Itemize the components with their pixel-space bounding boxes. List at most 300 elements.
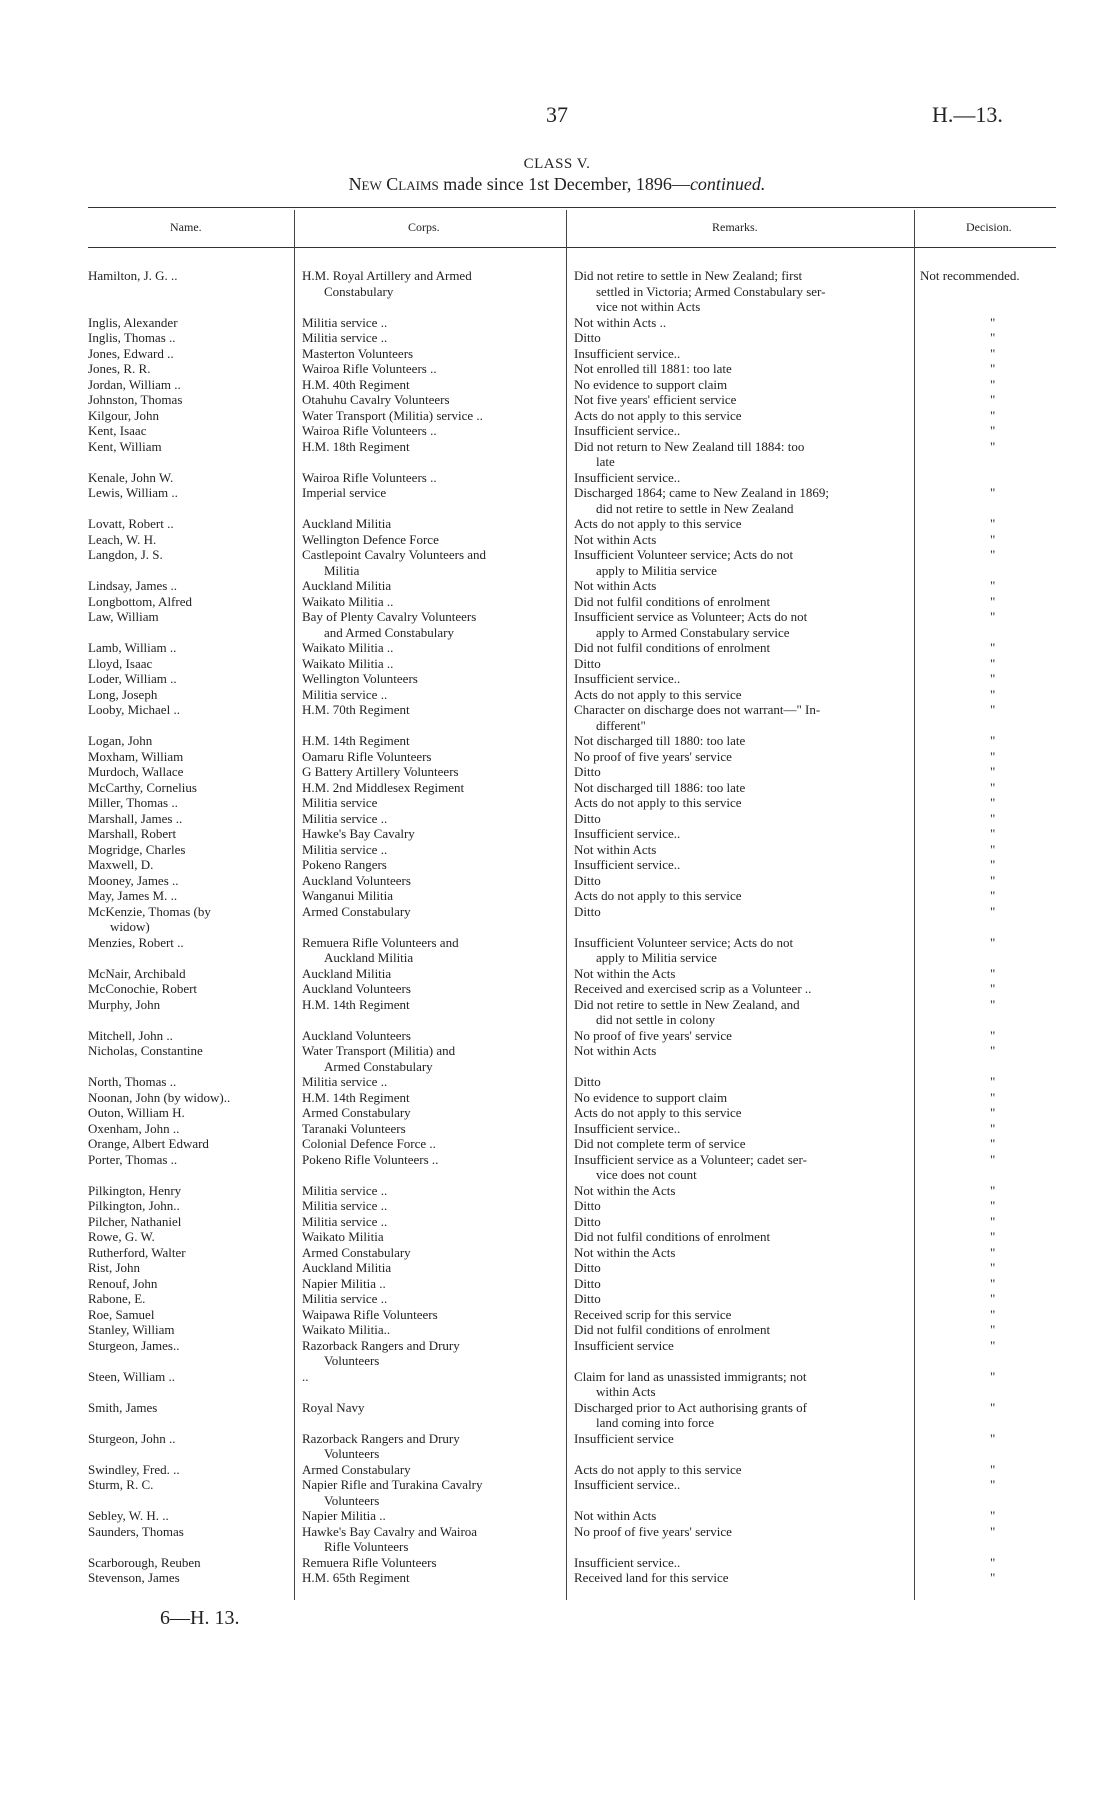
- corps-line: Militia service ..: [302, 810, 388, 826]
- remarks-line: No proof of five years' service: [574, 1027, 732, 1043]
- corps-line: Militia service ..: [302, 1213, 388, 1229]
- remarks-cell: [574, 330, 914, 346]
- decision-cell: [920, 1276, 1060, 1292]
- decision-cell: [920, 702, 1060, 718]
- remarks-line: apply to Militia service: [596, 950, 717, 965]
- corps-line: Colonial Defence Force ..: [302, 1136, 436, 1151]
- remarks-line: apply to Militia service: [596, 562, 717, 578]
- remarks-cell: [574, 1524, 914, 1540]
- decision-text: ": [990, 1430, 996, 1446]
- corps-line: Hawke's Bay Cavalry and Wairoa: [302, 1523, 478, 1539]
- decision-cell: [920, 578, 1060, 594]
- table-row: [0, 532, 1114, 548]
- name-cell: [88, 268, 288, 284]
- name-cell: [88, 1121, 288, 1137]
- name-line: Sturgeon, James..: [88, 1337, 180, 1353]
- corps-line: H.M. 14th Regiment: [302, 1089, 410, 1105]
- decision-text: ": [990, 1275, 996, 1291]
- name-cell: [88, 1245, 288, 1261]
- remarks-line: Ditto: [574, 1275, 601, 1291]
- remarks-cell: [574, 1090, 914, 1106]
- corps-line: Auckland Militia: [324, 950, 414, 965]
- class-heading: CLASS V.: [523, 156, 591, 172]
- remarks-cell: [574, 1431, 914, 1447]
- corps-cell: [302, 1121, 560, 1137]
- corps-line: Water Transport (Militia) service ..: [302, 407, 483, 423]
- name-cell: [88, 795, 288, 811]
- table-row: [0, 1369, 1114, 1400]
- corps-line: Waikato Militia ..: [302, 655, 394, 671]
- corps-cell: [302, 408, 560, 424]
- decision-text: ": [990, 872, 996, 888]
- corps-line: Imperial service: [302, 485, 387, 500]
- decision-text: ": [990, 1399, 996, 1415]
- table-row: [0, 470, 1114, 486]
- decision-text: ": [990, 1074, 996, 1089]
- corps-cell: [302, 578, 560, 594]
- decision-text: ": [990, 1244, 996, 1260]
- name-cell: [88, 485, 288, 501]
- remarks-line: Ditto: [574, 655, 601, 671]
- table-row: [0, 547, 1114, 578]
- remarks-line: Not discharged till 1886: too late: [574, 779, 746, 795]
- remarks-line: Insufficient service..: [574, 671, 681, 686]
- corps-cell: [302, 640, 560, 656]
- decision-cell: [920, 330, 1060, 346]
- name-line: Loder, William ..: [88, 671, 177, 686]
- corps-line: Waikato Militia ..: [302, 640, 394, 655]
- corps-line: Militia: [324, 562, 360, 578]
- column-header-name: Name.: [170, 220, 202, 234]
- corps-line: Constabulary: [324, 283, 394, 299]
- name-cell: [88, 1198, 288, 1214]
- remarks-cell: [574, 1322, 914, 1338]
- remarks-cell: [574, 671, 914, 687]
- decision-text: ": [990, 1508, 996, 1523]
- name-line: Lovatt, Robert ..: [88, 516, 174, 531]
- corps-cell: [302, 1245, 560, 1261]
- corps-line: Armed Constabulary: [302, 903, 411, 919]
- name-cell: [88, 609, 288, 625]
- name-cell: [88, 1555, 288, 1571]
- decision-cell: [920, 439, 1060, 455]
- decision-text: ": [990, 640, 996, 655]
- name-cell: [88, 1136, 288, 1152]
- decision-text: ": [990, 1043, 996, 1058]
- remarks-cell: [574, 1183, 914, 1199]
- name-cell: [88, 904, 288, 935]
- corps-line: Wairoa Rifle Volunteers ..: [302, 361, 437, 376]
- remarks-cell: [574, 408, 914, 424]
- table-row: [0, 1074, 1114, 1090]
- name-cell: [88, 1307, 288, 1323]
- table-row: [0, 439, 1114, 470]
- decision-cell: [920, 1090, 1060, 1106]
- remarks-line: Discharged 1864; came to New Zealand in 1869;: [574, 485, 829, 500]
- corps-cell: [302, 888, 560, 904]
- corps-cell: [302, 842, 560, 858]
- remarks-cell: [574, 1074, 914, 1090]
- decision-text: ": [990, 686, 996, 702]
- remarks-cell: [574, 516, 914, 532]
- remarks-line: Not within Acts ..: [574, 314, 667, 330]
- name-cell: [88, 656, 288, 672]
- decision-text: ": [990, 1182, 996, 1198]
- table-row: [0, 423, 1114, 439]
- corps-line: Wellington Defence Force: [302, 531, 439, 547]
- remarks-cell: [574, 1136, 914, 1152]
- remarks-cell: [574, 966, 914, 982]
- name-cell: [88, 1229, 288, 1245]
- remarks-line: within Acts: [596, 1384, 656, 1399]
- name-cell: [88, 1508, 288, 1524]
- decision-cell: [920, 1074, 1060, 1090]
- remarks-cell: [574, 1307, 914, 1323]
- corps-cell: [302, 1260, 560, 1276]
- corps-cell: [302, 826, 560, 842]
- table-row: [0, 842, 1114, 858]
- name-cell: [88, 1462, 288, 1478]
- remarks-line: Insufficient service..: [574, 826, 681, 841]
- name-cell: [88, 1477, 288, 1493]
- decision-cell: [920, 997, 1060, 1013]
- corps-cell: [302, 873, 560, 889]
- name-line: Sebley, W. H. ..: [88, 1508, 169, 1523]
- remarks-line: did not settle in colony: [596, 1012, 716, 1027]
- name-cell: [88, 1214, 288, 1230]
- corps-cell: [302, 532, 560, 548]
- decision-text: ": [990, 593, 996, 609]
- table-row: [0, 997, 1114, 1028]
- table-row: [0, 733, 1114, 749]
- table-row: [0, 516, 1114, 532]
- remarks-line: Ditto: [574, 1074, 601, 1089]
- decision-cell: [920, 1462, 1060, 1478]
- remarks-line: Acts do not apply to this service: [574, 686, 742, 702]
- name-line: Jones, R. R.: [88, 361, 151, 376]
- decision-text: ": [990, 857, 996, 872]
- remarks-line: Insufficient service..: [574, 469, 681, 485]
- corps-cell: [302, 485, 560, 501]
- name-line: Saunders, Thomas: [88, 1523, 184, 1539]
- name-cell: [88, 749, 288, 765]
- name-line: Murphy, John: [88, 996, 161, 1012]
- table-row: [0, 485, 1114, 516]
- remarks-cell: [574, 1291, 914, 1307]
- remarks-line: No proof of five years' service: [574, 1523, 732, 1539]
- remarks-line: Insufficient Volunteer service; Acts do not: [574, 547, 794, 562]
- remarks-line: Insufficient service..: [574, 1120, 681, 1136]
- remarks-line: did not retire to settle in New Zealand: [596, 500, 794, 516]
- name-cell: [88, 966, 288, 982]
- decision-cell: [920, 1105, 1060, 1121]
- name-line: Swindley, Fred. ..: [88, 1461, 180, 1477]
- corps-cell: [302, 1105, 560, 1121]
- corps-line: Armed Constabulary: [324, 1058, 433, 1074]
- name-line: Miller, Thomas ..: [88, 795, 178, 810]
- name-line: Langdon, J. S.: [88, 547, 163, 562]
- remarks-line: Not within the Acts: [574, 965, 676, 981]
- name-cell: [88, 888, 288, 904]
- name-cell: [88, 826, 288, 842]
- remarks-line: Ditto: [574, 810, 601, 826]
- name-line: Noonan, John (by widow)..: [88, 1089, 231, 1105]
- corps-line: H.M. Royal Artillery and Armed: [302, 268, 472, 283]
- decision-cell: [920, 1400, 1060, 1416]
- table-row: [0, 656, 1114, 672]
- decision-text: ": [990, 1027, 996, 1043]
- decision-text: ": [990, 314, 996, 330]
- remarks-line: Acts do not apply to this service: [574, 516, 742, 531]
- decision-text: ": [990, 609, 996, 624]
- remarks-cell: [574, 981, 914, 997]
- name-line: Kenale, John W.: [88, 469, 174, 485]
- decision-cell: [920, 392, 1060, 408]
- remarks-line: Insufficient service: [574, 1430, 674, 1446]
- name-line: Kent, Isaac: [88, 423, 147, 438]
- decision-cell: [920, 1245, 1060, 1261]
- name-cell: [88, 842, 288, 858]
- decision-text: ": [990, 1105, 996, 1120]
- name-line: Jordan, William ..: [88, 376, 181, 392]
- name-cell: [88, 1322, 288, 1338]
- corps-cell: [302, 439, 560, 455]
- decision-text: ": [990, 1229, 996, 1244]
- table-row: [0, 1028, 1114, 1044]
- corps-line: Napier Rifle and Turakina Cavalry: [302, 1477, 483, 1492]
- decision-text: ": [990, 1089, 996, 1105]
- remarks-line: Ditto: [574, 903, 601, 919]
- decision-text: ": [990, 795, 996, 810]
- name-line: Rabone, E.: [88, 1291, 146, 1306]
- remarks-cell: [574, 826, 914, 842]
- decision-text: ": [990, 1291, 996, 1306]
- decision-cell: [920, 377, 1060, 393]
- remarks-line: Did not retire to settle in New Zealand, and: [574, 996, 800, 1012]
- corps-cell: [302, 702, 560, 718]
- remarks-cell: [574, 904, 914, 920]
- corps-cell: [302, 1152, 560, 1168]
- table-row: [0, 1400, 1114, 1431]
- remarks-line: Ditto: [574, 1213, 601, 1229]
- remarks-line: vice not within Acts: [596, 299, 701, 314]
- corps-line: Royal Navy: [302, 1399, 365, 1415]
- corps-cell: [302, 1198, 560, 1214]
- remarks-line: Acts do not apply to this service: [574, 795, 742, 810]
- corps-cell: [302, 1322, 560, 1338]
- decision-text: ": [990, 810, 996, 826]
- page-title: [0, 174, 1114, 195]
- remarks-line: Did not retire to settle in New Zealand; first: [574, 268, 803, 283]
- remarks-cell: [574, 1508, 914, 1524]
- name-cell: [88, 1043, 288, 1059]
- name-line: Mogridge, Charles: [88, 841, 186, 857]
- remarks-line: Insufficient service: [574, 1337, 674, 1353]
- column-header-remarks: Remarks.: [712, 220, 758, 234]
- remarks-cell: [574, 935, 914, 966]
- remarks-line: Discharged prior to Act authorising grants of: [574, 1399, 807, 1415]
- remarks-line: Acts do not apply to this service: [574, 407, 742, 423]
- name-line: Maxwell, D.: [88, 857, 154, 872]
- name-line: McConochie, Robert: [88, 981, 198, 996]
- decision-text: ": [990, 1306, 996, 1322]
- decision-cell: [920, 764, 1060, 780]
- table-row: [0, 1431, 1114, 1462]
- name-cell: [88, 1028, 288, 1044]
- decision-text: ": [990, 1260, 996, 1275]
- table-row: [0, 1307, 1114, 1323]
- table-row: [0, 795, 1114, 811]
- corps-line: Waikato Militia: [302, 1229, 384, 1244]
- title-new: New: [348, 174, 382, 194]
- corps-cell: [302, 1400, 560, 1416]
- table-row: [0, 1276, 1114, 1292]
- remarks-line: Insufficient Volunteer service; Acts do not: [574, 934, 794, 950]
- remarks-line: late: [596, 454, 615, 469]
- corps-line: Auckland Militia: [302, 965, 392, 981]
- corps-line: Militia service ..: [302, 1074, 388, 1089]
- remarks-line: Insufficient service as a Volunteer; cadet ser-: [574, 1151, 807, 1167]
- name-cell: [88, 1074, 288, 1090]
- decision-cell: [920, 1183, 1060, 1199]
- name-line: Logan, John: [88, 733, 153, 748]
- remarks-cell: [574, 346, 914, 362]
- table-row: [0, 981, 1114, 997]
- name-line: Smith, James: [88, 1399, 158, 1415]
- table-row: [0, 1462, 1114, 1478]
- decision-cell: [920, 640, 1060, 656]
- table-row: [0, 330, 1114, 346]
- remarks-line: Not discharged till 1880: too late: [574, 733, 746, 748]
- decision-text: ": [990, 330, 996, 345]
- corps-line: Pokeno Rangers: [302, 857, 387, 872]
- table-row: [0, 1152, 1114, 1183]
- name-cell: [88, 1183, 288, 1199]
- remarks-cell: [574, 578, 914, 594]
- name-line: Inglis, Alexander: [88, 314, 178, 330]
- remarks-cell: [574, 687, 914, 703]
- name-cell: [88, 377, 288, 393]
- table-top-rule: [88, 207, 1056, 208]
- name-cell: [88, 687, 288, 703]
- corps-cell: [302, 594, 560, 610]
- name-line: Jones, Edward ..: [88, 345, 174, 361]
- remarks-line: Insufficient service..: [574, 1554, 681, 1570]
- name-line: Inglis, Thomas ..: [88, 330, 176, 345]
- table-row: [0, 1322, 1114, 1338]
- decision-text: ": [990, 1322, 996, 1337]
- remarks-cell: [574, 764, 914, 780]
- corps-cell: [302, 1090, 560, 1106]
- decision-cell: [920, 315, 1060, 331]
- table-row: [0, 935, 1114, 966]
- table-row: [0, 888, 1114, 904]
- table-row: [0, 408, 1114, 424]
- name-cell: [88, 408, 288, 424]
- remarks-line: land coming into force: [596, 1415, 715, 1430]
- name-cell: [88, 361, 288, 377]
- corps-cell: [302, 671, 560, 687]
- corps-line: Waipawa Rifle Volunteers: [302, 1306, 438, 1322]
- decision-text: ": [990, 531, 996, 547]
- corps-cell: [302, 795, 560, 811]
- table-header-rule: [88, 247, 1056, 248]
- remarks-cell: [574, 1260, 914, 1276]
- name-cell: [88, 811, 288, 827]
- decision-text: ": [990, 1120, 996, 1136]
- remarks-cell: [574, 640, 914, 656]
- name-cell: [88, 346, 288, 362]
- decision-cell: [920, 857, 1060, 873]
- document-reference: H.—13.: [932, 102, 1003, 127]
- remarks-line: Ditto: [574, 1291, 601, 1306]
- remarks-cell: [574, 749, 914, 765]
- remarks-line: Ditto: [574, 872, 601, 888]
- decision-cell: [920, 1121, 1060, 1137]
- corps-line: Otahuhu Cavalry Volunteers: [302, 392, 450, 407]
- corps-cell: [302, 749, 560, 765]
- corps-line: H.M. 2nd Middlesex Regiment: [302, 779, 465, 795]
- corps-cell: [302, 656, 560, 672]
- remarks-line: Received and exercised scrip as a Volunteer ..: [574, 981, 812, 996]
- remarks-cell: [574, 609, 914, 640]
- remarks-cell: [574, 268, 914, 315]
- corps-cell: [302, 904, 560, 920]
- corps-line: H.M. 14th Regiment: [302, 733, 410, 748]
- corps-line: Auckland Militia: [302, 578, 392, 593]
- corps-line: Bay of Plenty Cavalry Volunteers: [302, 609, 477, 624]
- decision-text: ": [990, 764, 996, 779]
- corps-line: H.M. 14th Regiment: [302, 996, 410, 1012]
- remarks-cell: [574, 485, 914, 516]
- remarks-line: different": [596, 717, 646, 733]
- corps-line: Waikato Militia ..: [302, 593, 394, 609]
- decision-cell: [920, 1214, 1060, 1230]
- corps-cell: [302, 1462, 560, 1478]
- corps-line: ..: [302, 1368, 309, 1384]
- remarks-cell: [574, 1462, 914, 1478]
- table-row: [0, 1136, 1114, 1152]
- decision-cell: [920, 904, 1060, 920]
- decision-cell: [920, 408, 1060, 424]
- title-continued: continued.: [689, 174, 766, 194]
- name-cell: [88, 423, 288, 439]
- corps-line: Armed Constabulary: [302, 1461, 411, 1477]
- name-cell: [88, 935, 288, 951]
- name-line: Marshall, Robert: [88, 826, 177, 841]
- corps-line: Auckland Volunteers: [302, 981, 411, 996]
- decision-text: ": [990, 1136, 996, 1151]
- name-line: Mitchell, John ..: [88, 1027, 173, 1043]
- remarks-line: Acts do not apply to this service: [574, 1461, 742, 1477]
- name-line: Orange, Albert Edward: [88, 1136, 209, 1151]
- table-row: [0, 1121, 1114, 1137]
- table-row: [0, 594, 1114, 610]
- corps-cell: [302, 1477, 560, 1508]
- remarks-line: vice does not count: [596, 1167, 697, 1182]
- corps-line: H.M. 18th Regiment: [302, 438, 410, 454]
- name-cell: [88, 1400, 288, 1416]
- decision-text: ": [990, 1461, 996, 1477]
- decision-text: ": [990, 888, 996, 903]
- remarks-line: Not within Acts: [574, 1043, 657, 1058]
- name-cell: [88, 1570, 288, 1586]
- name-cell: [88, 516, 288, 532]
- name-line: Pilkington, John..: [88, 1198, 180, 1213]
- decision-cell: [920, 1198, 1060, 1214]
- table-row: [0, 811, 1114, 827]
- corps-line: Auckland Militia: [302, 516, 392, 531]
